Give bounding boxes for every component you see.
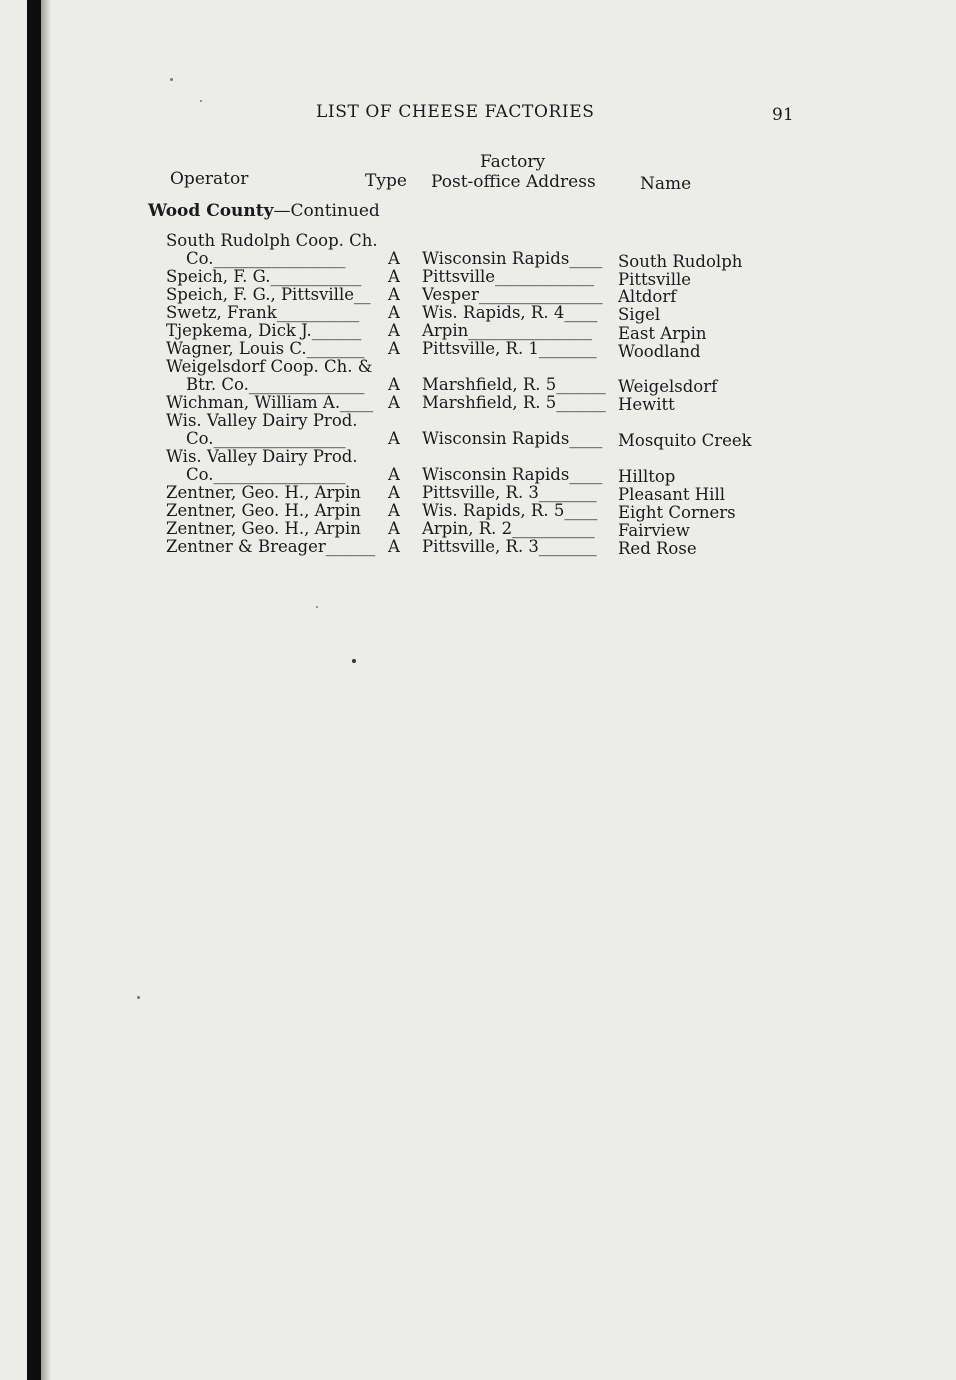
operator-cell: Weigelsdorf Coop. Ch. & xyxy=(166,357,373,376)
table-row xyxy=(0,448,956,466)
operator-cell: Tjepkema, Dick J.______ xyxy=(166,321,362,340)
table-row xyxy=(0,304,956,322)
operator-cell: Btr. Co.______________ xyxy=(186,375,365,394)
operator-cell: Wis. Valley Dairy Prod. xyxy=(166,411,358,430)
book-spine-shadow xyxy=(27,0,41,1380)
address-cell: Wisconsin Rapids____ xyxy=(422,249,603,268)
type-cell: A xyxy=(388,375,400,394)
type-cell: A xyxy=(388,483,400,502)
table-row xyxy=(0,232,956,250)
address-cell: Pittsville____________ xyxy=(422,267,595,286)
name-cell: Pittsville xyxy=(618,270,692,289)
table-row xyxy=(0,538,956,556)
address-cell: Marshfield, R. 5______ xyxy=(422,393,606,412)
operator-cell: Speich, F. G., Pittsville__ xyxy=(166,285,371,304)
operator-cell: Zentner, Geo. H., Arpin xyxy=(166,483,361,502)
factory-list xyxy=(0,232,956,556)
name-cell: Hilltop xyxy=(618,467,676,486)
type-cell: A xyxy=(388,429,400,448)
table-row xyxy=(0,339,956,361)
type-cell: A xyxy=(388,267,400,286)
address-cell: Marshfield, R. 5______ xyxy=(422,375,606,394)
page-title: LIST OF CHEESE FACTORIES xyxy=(316,102,595,122)
type-cell: A xyxy=(388,501,400,520)
name-cell: Hewitt xyxy=(618,395,675,414)
gutter-shading xyxy=(41,0,51,1380)
page-number: 91 xyxy=(772,105,794,125)
table-row xyxy=(0,358,956,376)
type-cell: A xyxy=(388,285,400,304)
name-cell: South Rudolph xyxy=(618,252,743,271)
speck-mark xyxy=(352,659,356,663)
operator-cell: Zentner & Breager______ xyxy=(166,537,376,556)
table-row xyxy=(0,249,956,271)
county-name: Wood County xyxy=(148,201,274,221)
name-cell: Fairview xyxy=(618,521,690,540)
address-cell: Arpin_______________ xyxy=(422,321,593,340)
column-header-factory: Factory xyxy=(480,152,546,172)
operator-cell: Co.________________ xyxy=(186,429,346,448)
table-row xyxy=(0,286,956,304)
column-header-address: Post-office Address xyxy=(431,172,596,192)
table-row xyxy=(0,376,956,394)
table-row xyxy=(0,430,956,448)
table-row xyxy=(0,466,956,484)
address-cell: Wis. Rapids, R. 5____ xyxy=(422,501,598,520)
operator-cell: Co.________________ xyxy=(186,249,346,268)
table-row xyxy=(0,321,956,343)
table-row xyxy=(0,394,956,412)
table-row xyxy=(0,412,956,430)
type-cell: A xyxy=(388,393,400,412)
section-heading xyxy=(148,201,380,221)
operator-cell: Zentner, Geo. H., Arpin xyxy=(166,501,361,520)
operator-cell: Wichman, William A.____ xyxy=(166,393,374,412)
operator-cell: Wagner, Louis C._______ xyxy=(166,339,365,358)
column-header-operator: Operator xyxy=(170,169,249,189)
operator-cell: Co.________________ xyxy=(186,465,346,484)
name-cell: Weigelsdorf xyxy=(618,377,718,396)
address-cell: Vesper_______________ xyxy=(422,285,603,304)
county-suffix: —Continued xyxy=(273,201,380,221)
type-cell: A xyxy=(388,321,400,340)
address-cell: Pittsville, R. 3_______ xyxy=(422,537,597,556)
type-cell: A xyxy=(388,339,400,358)
operator-cell: Speich, F. G.___________ xyxy=(166,267,362,286)
speck-mark xyxy=(170,78,173,81)
name-cell: Red Rose xyxy=(618,539,697,558)
type-cell: A xyxy=(388,465,400,484)
column-header-type: Type xyxy=(365,171,407,191)
address-cell: Wisconsin Rapids____ xyxy=(422,465,603,484)
table-row xyxy=(0,267,956,289)
speck-mark xyxy=(137,996,140,999)
address-cell: Arpin, R. 2__________ xyxy=(422,519,595,538)
name-cell: Altdorf xyxy=(618,287,677,306)
address-cell: Pittsville, R. 1_______ xyxy=(422,339,597,358)
operator-cell: South Rudolph Coop. Ch. xyxy=(166,231,378,250)
type-cell: A xyxy=(388,537,400,556)
name-cell: East Arpin xyxy=(618,324,707,343)
speck-mark xyxy=(200,100,202,102)
type-cell: A xyxy=(388,519,400,538)
name-cell: Woodland xyxy=(618,342,701,361)
column-header-name: Name xyxy=(640,174,692,194)
name-cell: Sigel xyxy=(618,305,661,324)
address-cell: Wisconsin Rapids____ xyxy=(422,429,603,448)
operator-cell: Swetz, Frank__________ xyxy=(166,303,360,322)
type-cell: A xyxy=(388,249,400,268)
type-cell: A xyxy=(388,303,400,322)
table-row xyxy=(0,520,956,538)
speck-mark xyxy=(316,606,318,608)
address-cell: Wis. Rapids, R. 4____ xyxy=(422,303,598,322)
address-cell: Pittsville, R. 3_______ xyxy=(422,483,597,502)
name-cell: Eight Corners xyxy=(618,503,736,522)
table-row xyxy=(0,484,956,502)
name-cell: Pleasant Hill xyxy=(618,485,726,504)
name-cell: Mosquito Creek xyxy=(618,431,752,450)
operator-cell: Zentner, Geo. H., Arpin xyxy=(166,519,361,538)
table-row xyxy=(0,502,956,520)
operator-cell: Wis. Valley Dairy Prod. xyxy=(166,447,358,466)
